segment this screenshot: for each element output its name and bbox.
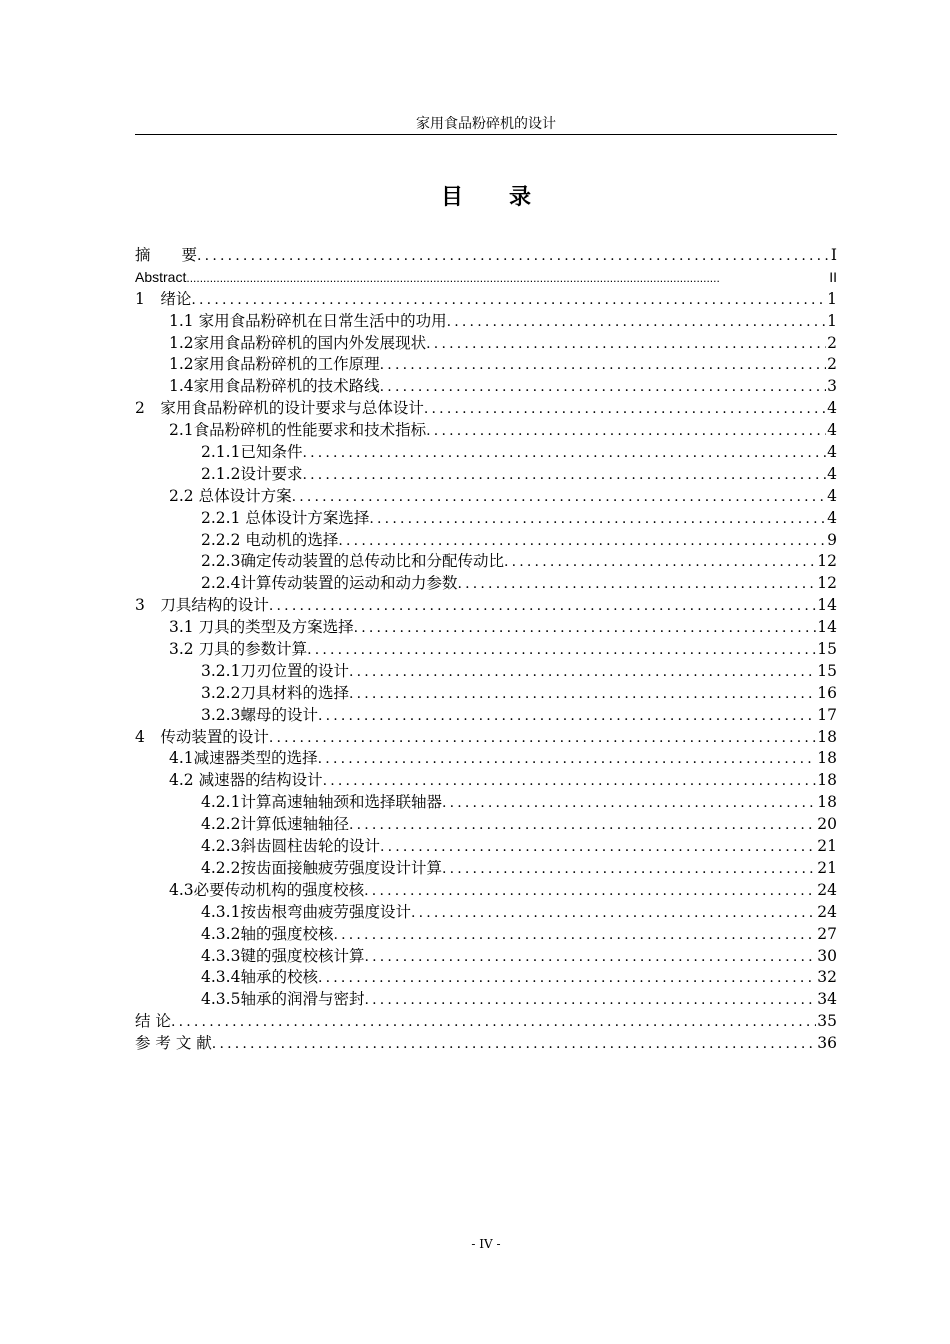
toc-entry-page: 18 [817, 749, 837, 768]
toc-entry-page: 36 [817, 1034, 837, 1053]
toc-leader-dots [318, 968, 816, 989]
toc-entry-label: 4.2.1计算高速轴轴颈和选择联轴器 [201, 793, 442, 812]
toc-entry-label: 2.2.4计算传动装置的运动和动力参数 [201, 574, 458, 593]
toc-entry[interactable] [135, 573, 837, 595]
toc-leader-dots [411, 903, 816, 924]
toc-entry-label: 3 刀具结构的设计 [135, 596, 269, 615]
page-title-char-2: 录 [509, 185, 532, 210]
toc-entry[interactable] [135, 333, 837, 355]
toc-entry-label: 2.1食品粉碎机的性能要求和技术指标 [169, 421, 427, 440]
toc-leader-dots [380, 355, 826, 376]
toc-entry-page: 14 [817, 618, 837, 637]
toc-leader-dots [369, 509, 826, 530]
toc-entry-label: 4.1减速器类型的选择 [169, 749, 318, 768]
toc-entry-page: 9 [827, 530, 837, 549]
toc-entry[interactable] [135, 770, 837, 792]
toc-entry[interactable] [135, 989, 837, 1011]
toc-entry[interactable] [135, 398, 837, 420]
toc-entry-page: 2 [827, 355, 837, 374]
toc-entry-label: 2.1.1已知条件 [201, 443, 303, 462]
toc-leader-dots [349, 662, 816, 683]
toc-leader-dots [302, 443, 826, 464]
toc-entry-page: 3 [827, 377, 837, 396]
toc-entry-page: 4 [827, 464, 837, 483]
toc-entry-label: 4.2.2计算低速轴轴径 [201, 815, 349, 834]
toc-entry-label: 4 传动装置的设计 [135, 727, 269, 746]
toc-entry-page: 15 [817, 640, 837, 659]
toc-entry-label: 4.3.3键的强度校核计算 [201, 946, 365, 965]
toc-leader-dots [380, 377, 826, 398]
toc-leader-dots [191, 290, 826, 311]
toc-entry-label: 4.3必要传动机构的强度校核 [169, 880, 365, 899]
toc-entry-label: 1.2家用食品粉碎机的工作原理 [169, 355, 380, 374]
toc-entry-page: 34 [817, 990, 837, 1009]
toc-leader-dots [442, 793, 816, 814]
header-rule [135, 134, 837, 135]
toc-entry-label: 摘 要 [135, 246, 198, 264]
toc-entry[interactable] [135, 639, 837, 661]
toc-entry[interactable] [135, 245, 837, 267]
toc-leader-dots [197, 246, 830, 267]
toc-entry-label: 4.3.1按齿根弯曲疲劳强度设计 [201, 902, 411, 921]
toc-entry[interactable] [135, 683, 837, 705]
toc-leader-dots [349, 815, 816, 836]
toc-leader-dots [354, 618, 817, 639]
toc-entry[interactable] [135, 836, 837, 858]
toc-entry-page: I [830, 246, 837, 264]
toc-entry-label: 4.3.4轴承的校核 [201, 968, 318, 987]
toc-entry[interactable] [135, 289, 837, 311]
toc-entry-label: 4.2 减速器的结构设计 [169, 771, 323, 790]
toc-entry[interactable] [135, 267, 837, 289]
toc-entry-label: 结 论 [135, 1012, 171, 1031]
toc-entry[interactable] [135, 464, 837, 486]
toc-entry[interactable] [135, 661, 837, 683]
toc-leader-dots [323, 771, 817, 792]
page-title-char-1: 目 [440, 185, 463, 210]
toc-entry[interactable] [135, 486, 837, 508]
toc-leader-dots [338, 531, 826, 552]
toc-leader-dots [426, 421, 826, 442]
toc-entry-page: 16 [817, 683, 837, 702]
toc-entry[interactable] [135, 967, 837, 989]
toc-entry-page: 2 [827, 333, 837, 352]
toc-leader-dots [364, 990, 816, 1011]
toc-entry-page: 4 [827, 508, 837, 527]
toc-leader-dots [307, 640, 816, 661]
toc-leader-dots [302, 465, 826, 486]
toc-entry-label: 3.2.1刀刃位置的设计 [201, 661, 349, 680]
toc-leader-dots [504, 552, 816, 573]
toc-entry-page: 18 [817, 793, 837, 812]
toc-entry[interactable] [135, 508, 837, 530]
page-title [135, 184, 837, 212]
toc-entry-page: 12 [817, 574, 837, 593]
toc-entry-label: 2.2.2 电动机的选择 [201, 530, 339, 549]
toc-entry-label: 1.1 家用食品粉碎机在日常生活中的功用 [169, 311, 447, 330]
toc-entry-label: 1.2家用食品粉碎机的国内外发展现状 [169, 333, 427, 352]
toc-entry[interactable] [135, 1011, 837, 1033]
toc-entry-page: 14 [817, 596, 837, 615]
toc-entry-label: 3.2 刀具的参数计算 [169, 640, 308, 659]
running-header: 家用食品粉碎机的设计 [416, 116, 556, 132]
toc-entry-label: 2.2.3确定传动装置的总传动比和分配传动比 [201, 552, 504, 571]
toc-entry[interactable] [135, 420, 837, 442]
toc-leader-dots [457, 574, 816, 595]
toc-entry-page: 30 [817, 946, 837, 965]
toc-entry[interactable] [135, 880, 837, 902]
toc-leader-dots [318, 749, 817, 770]
toc-leader-dots [212, 1034, 816, 1055]
toc-entry[interactable] [135, 311, 837, 333]
toc-entry-page: 21 [817, 858, 837, 877]
toc-entry-label: 3.2.2刀具材料的选择 [201, 683, 349, 702]
toc-entry-label: 4.3.5轴承的润滑与密封 [201, 990, 365, 1009]
toc-entry-label: 2 家用食品粉碎机的设计要求与总体设计 [135, 399, 424, 418]
toc-entry-label: 2.2 总体设计方案 [169, 486, 292, 505]
toc-entry-label: 3.1 刀具的类型及方案选择 [169, 618, 354, 637]
toc-entry-page: II [829, 268, 837, 285]
toc-entry-label: 2.2.1 总体设计方案选择 [201, 508, 370, 527]
toc-entry[interactable] [135, 617, 837, 639]
toc-leader-dots [380, 837, 816, 858]
toc-leader-dots [447, 312, 827, 333]
toc-entry[interactable] [135, 902, 837, 924]
toc-entry-page: 4 [827, 486, 837, 505]
toc-leader-dots [333, 925, 816, 946]
toc-entry[interactable] [135, 924, 837, 946]
toc-entry-page: 27 [817, 924, 837, 943]
toc-entry-label: Abstract [135, 268, 187, 285]
toc-entry-page: 21 [817, 837, 837, 856]
toc-leader-dots [364, 881, 816, 902]
toc-entry-page: 4 [827, 399, 837, 418]
page-number: - IV - [471, 1237, 501, 1251]
toc-entry-page: 35 [817, 1012, 837, 1031]
toc-leader-dots [318, 706, 816, 727]
toc-entry[interactable] [135, 727, 837, 749]
toc-leader-dots [442, 859, 816, 880]
toc-entry[interactable] [135, 748, 837, 770]
toc-leader-dots [171, 1012, 816, 1033]
toc-entry-page: 20 [817, 815, 837, 834]
toc-entry-page: 1 [827, 311, 837, 330]
toc-entry-page: 17 [817, 705, 837, 724]
toc-entry-label: 1.4家用食品粉碎机的技术路线 [169, 377, 380, 396]
toc-entry-label: 3.2.3螺母的设计 [201, 705, 318, 724]
toc-entry[interactable] [135, 705, 837, 727]
toc-entry-page: 18 [817, 727, 837, 746]
toc-leader-dots [424, 399, 826, 420]
toc-entry[interactable] [135, 858, 837, 880]
toc-entry[interactable] [135, 376, 837, 398]
toc-entry[interactable] [135, 354, 837, 376]
toc-entry-page: 18 [817, 771, 837, 790]
toc-entry-label: 1 绪论 [135, 289, 192, 308]
toc-entry-label: 4.2.2按齿面接触疲劳强度设计计算 [201, 858, 442, 877]
toc-entry-page: 12 [817, 552, 837, 571]
toc-entry[interactable] [135, 1033, 837, 1055]
toc-entry-label: 4.2.3斜齿圆柱齿轮的设计 [201, 837, 380, 856]
toc-entry[interactable] [135, 530, 837, 552]
toc-entry[interactable] [135, 551, 837, 573]
toc-entry-page: 1 [827, 289, 837, 308]
toc-entry-page: 4 [827, 443, 837, 462]
toc-entry[interactable] [135, 442, 837, 464]
toc-entry[interactable] [135, 595, 837, 617]
toc-leader-dots [426, 334, 826, 355]
toc-entry-page: 15 [817, 661, 837, 680]
toc-leader-dots [269, 596, 816, 617]
toc-entry-page: 32 [817, 968, 837, 987]
toc-entry-page: 24 [817, 880, 837, 899]
toc-entry[interactable] [135, 792, 837, 814]
toc-entry-page: 4 [827, 421, 837, 440]
toc-entry[interactable] [135, 946, 837, 968]
table-of-contents [135, 245, 837, 1055]
toc-leader-dots [269, 728, 816, 749]
toc-entry-label: 2.1.2设计要求 [201, 464, 303, 483]
toc-entry[interactable] [135, 814, 837, 836]
toc-leader-dots [186, 268, 828, 289]
toc-entry-label: 参 考 文 献 [135, 1034, 212, 1053]
toc-entry-page: 24 [817, 902, 837, 921]
toc-leader-dots [364, 947, 816, 968]
toc-leader-dots [349, 684, 816, 705]
toc-entry-label: 4.3.2轴的强度校核 [201, 924, 334, 943]
toc-leader-dots [292, 487, 827, 508]
